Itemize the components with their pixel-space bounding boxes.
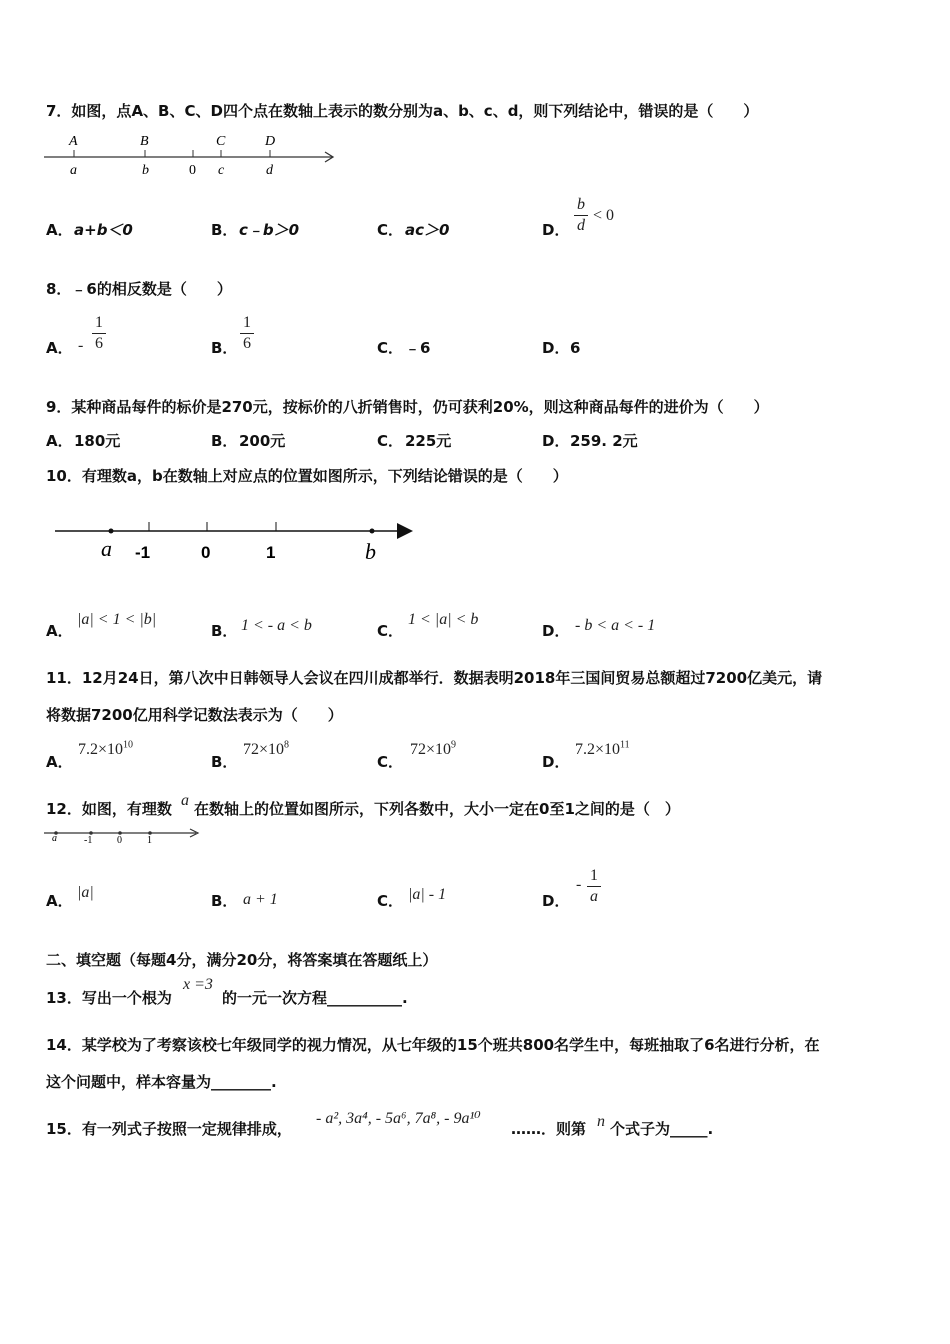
q10-point-a — [109, 529, 114, 534]
q10-option-d-text: - b < a < - 1 — [575, 617, 656, 634]
q8-option-b-num: 1 — [243, 314, 251, 331]
q11-stem-line2: 将数据7200亿用科学记数法表示为（ ） — [46, 706, 343, 724]
q11-option-a-exp: 10 — [123, 739, 134, 751]
q8-option-a-fraction — [92, 314, 106, 353]
q10-stem: 10．有理数a，b在数轴上对应点的位置如图所示，下列结论错误的是（ ） — [46, 467, 568, 485]
q7-lower-c: c — [218, 163, 225, 178]
q9-option-d-text: 259. 2元 — [570, 432, 638, 450]
q7-option-b-text: c﹣b＞0 — [239, 221, 300, 239]
q7-option-d-fraction — [574, 196, 588, 235]
q8-option-b-den: 6 — [243, 335, 251, 352]
q7-option-d-label: D． — [542, 221, 570, 239]
q7-upper-A: A — [69, 134, 78, 149]
q8-option-a-den: 6 — [95, 335, 103, 352]
q10-option-d-label: D． — [542, 622, 570, 640]
q8-option-c-label: C． — [377, 339, 404, 357]
q11-option-b-label: B． — [211, 753, 238, 771]
q12-stem-post: 在数轴上的位置如图所示，下列各数中，大小一定在0至1之间的是（ ） — [194, 800, 680, 818]
q12-label-1: 1 — [147, 835, 152, 846]
q11-option-d-exp: 11 — [620, 739, 630, 751]
q10-point-b — [370, 529, 375, 534]
q7-lower-0: 0 — [189, 163, 196, 178]
q8-option-a-label: A． — [46, 339, 73, 357]
q7-upper-C: C — [216, 134, 226, 149]
q7-option-d-num: b — [577, 196, 585, 213]
q12-stem-var: a — [181, 792, 189, 809]
q11-option-b-expr — [243, 741, 289, 759]
q15-post2: 个式子为_____. — [610, 1120, 714, 1138]
q10-label-b: b — [365, 539, 376, 564]
q7-option-d-rel: < 0 — [593, 207, 615, 224]
q10-option-a-text: |a| < 1 < |b| — [77, 611, 157, 628]
q10-number-line — [55, 517, 425, 567]
q12-option-c-text: |a| - 1 — [408, 886, 447, 903]
q12-option-d-label: D． — [542, 892, 570, 910]
q8-option-a-num: 1 — [95, 314, 103, 331]
q9-option-b-text: 200元 — [239, 432, 286, 450]
q12-option-d-fraction — [587, 867, 601, 906]
q8-option-b-label: B． — [211, 339, 238, 357]
q15-var: n — [597, 1113, 605, 1130]
q9-option-c-text: 225元 — [405, 432, 452, 450]
q14-line1: 14．某学校为了考察该校七年级同学的视力情况，从七年级的15个班共800名学生中，每班抽取了6名进行分析，在 — [46, 1036, 820, 1054]
q7-option-a-label: A． — [46, 221, 73, 239]
q15-math: - a², 3a⁴, - 5a⁶, 7a⁸, - 9a¹⁰ — [316, 1110, 481, 1127]
q11-option-c-exp: 9 — [451, 739, 457, 751]
q7-lower-b: b — [142, 163, 149, 178]
q7-upper-D: D — [265, 134, 276, 149]
q10-option-a-label: A． — [46, 622, 73, 640]
q12-option-a-label: A． — [46, 892, 73, 910]
q13-post: 的一元一次方程__________. — [222, 989, 408, 1007]
q10-label-a: a — [101, 536, 112, 561]
q7-stem: 7．如图，点A、B、C、D四个点在数轴上表示的数分别为a、b、c、d，则下列结论中，错误的是（ ） — [46, 102, 759, 120]
q12-option-b-text: a + 1 — [243, 891, 278, 908]
q12-label-0: 0 — [117, 835, 122, 846]
q12-option-b-label: B． — [211, 892, 238, 910]
q12-label-a: a — [52, 833, 57, 844]
q12-option-d-den: a — [590, 888, 598, 905]
q10-option-c-text: 1 < |a| < b — [408, 611, 479, 628]
q10-label-1: 1 — [266, 543, 276, 562]
q7-upper-B: B — [140, 134, 149, 149]
q11-option-d-base: 7.2×10 — [575, 741, 621, 758]
section-2-title: 二、填空题（每题4分，满分20分，将答案填在答题纸上） — [46, 951, 438, 969]
q13-pre: 13．写出一个根为 — [46, 989, 172, 1007]
q11-stem-line1: 11．12月24日，第八次中日韩领导人会议在四川成都举行．数据表明2018年三国间贸易总额超过7200亿美元，请 — [46, 669, 823, 687]
q8-option-b-fraction — [240, 314, 254, 353]
q7-option-b-label: B． — [211, 221, 238, 239]
q9-stem: 9．某种商品每件的标价是270元，按标价的八折销售时，仍可获利20%，则这种商品每件的进价为（ ） — [46, 398, 769, 416]
q11-option-d-label: D． — [542, 753, 570, 771]
q8-option-c-text: ﹣6 — [405, 339, 431, 357]
q11-option-b-exp: 8 — [284, 739, 290, 751]
q11-option-a-label: A． — [46, 753, 73, 771]
q7-lower-a: a — [70, 163, 77, 178]
q9-option-b-label: B． — [211, 432, 238, 450]
q15-pre: 15．有一列式子按照一定规律排成， — [46, 1120, 292, 1138]
q10-option-b-label: B． — [211, 622, 238, 640]
q12-label-neg1: -1 — [84, 835, 93, 846]
q11-option-c-label: C． — [377, 753, 404, 771]
q11-option-c-expr — [410, 741, 456, 759]
q12-option-d-num: 1 — [590, 867, 598, 884]
q12-option-a-text: |a| — [77, 884, 94, 901]
q7-number-line — [44, 130, 344, 180]
q7-lower-d: d — [266, 163, 273, 178]
q11-option-a-base: 7.2×10 — [78, 741, 124, 758]
q7-option-a-text: a+b＜0 — [74, 221, 133, 239]
q7-option-c-text: ac＞0 — [405, 221, 450, 239]
q13-math: x =3 — [183, 976, 213, 993]
q9-option-a-text: 180元 — [74, 432, 121, 450]
q11-option-c-base: 72×10 — [410, 741, 452, 758]
q14-line2: 这个问题中，样本容量为________. — [46, 1073, 277, 1091]
q12-number-line — [44, 826, 214, 846]
q11-option-d-expr — [575, 741, 630, 759]
q12-option-d-sign: - — [576, 876, 582, 893]
q15-post: ……．则第 — [511, 1120, 587, 1138]
q12-option-c-label: C． — [377, 892, 404, 910]
q12-stem-pre: 12．如图，有理数 — [46, 800, 172, 818]
q10-option-b-text: 1 < - a < b — [241, 617, 312, 634]
q7-option-d-den: d — [577, 217, 585, 234]
q8-stem: 8．﹣6的相反数是（ ） — [46, 280, 232, 298]
q9-option-a-label: A． — [46, 432, 73, 450]
q8-option-d-label: D． — [542, 339, 570, 357]
q11-option-b-base: 72×10 — [243, 741, 285, 758]
q9-option-c-label: C． — [377, 432, 404, 450]
q11-option-a-expr — [78, 741, 133, 759]
q10-label-neg1: -1 — [135, 543, 151, 562]
q9-option-d-label: D． — [542, 432, 570, 450]
q10-option-c-label: C． — [377, 622, 404, 640]
q7-option-c-label: C． — [377, 221, 404, 239]
q8-option-d-text: 6 — [570, 339, 581, 357]
q8-option-a-sign: - — [78, 337, 84, 354]
q10-label-0: 0 — [201, 543, 211, 562]
